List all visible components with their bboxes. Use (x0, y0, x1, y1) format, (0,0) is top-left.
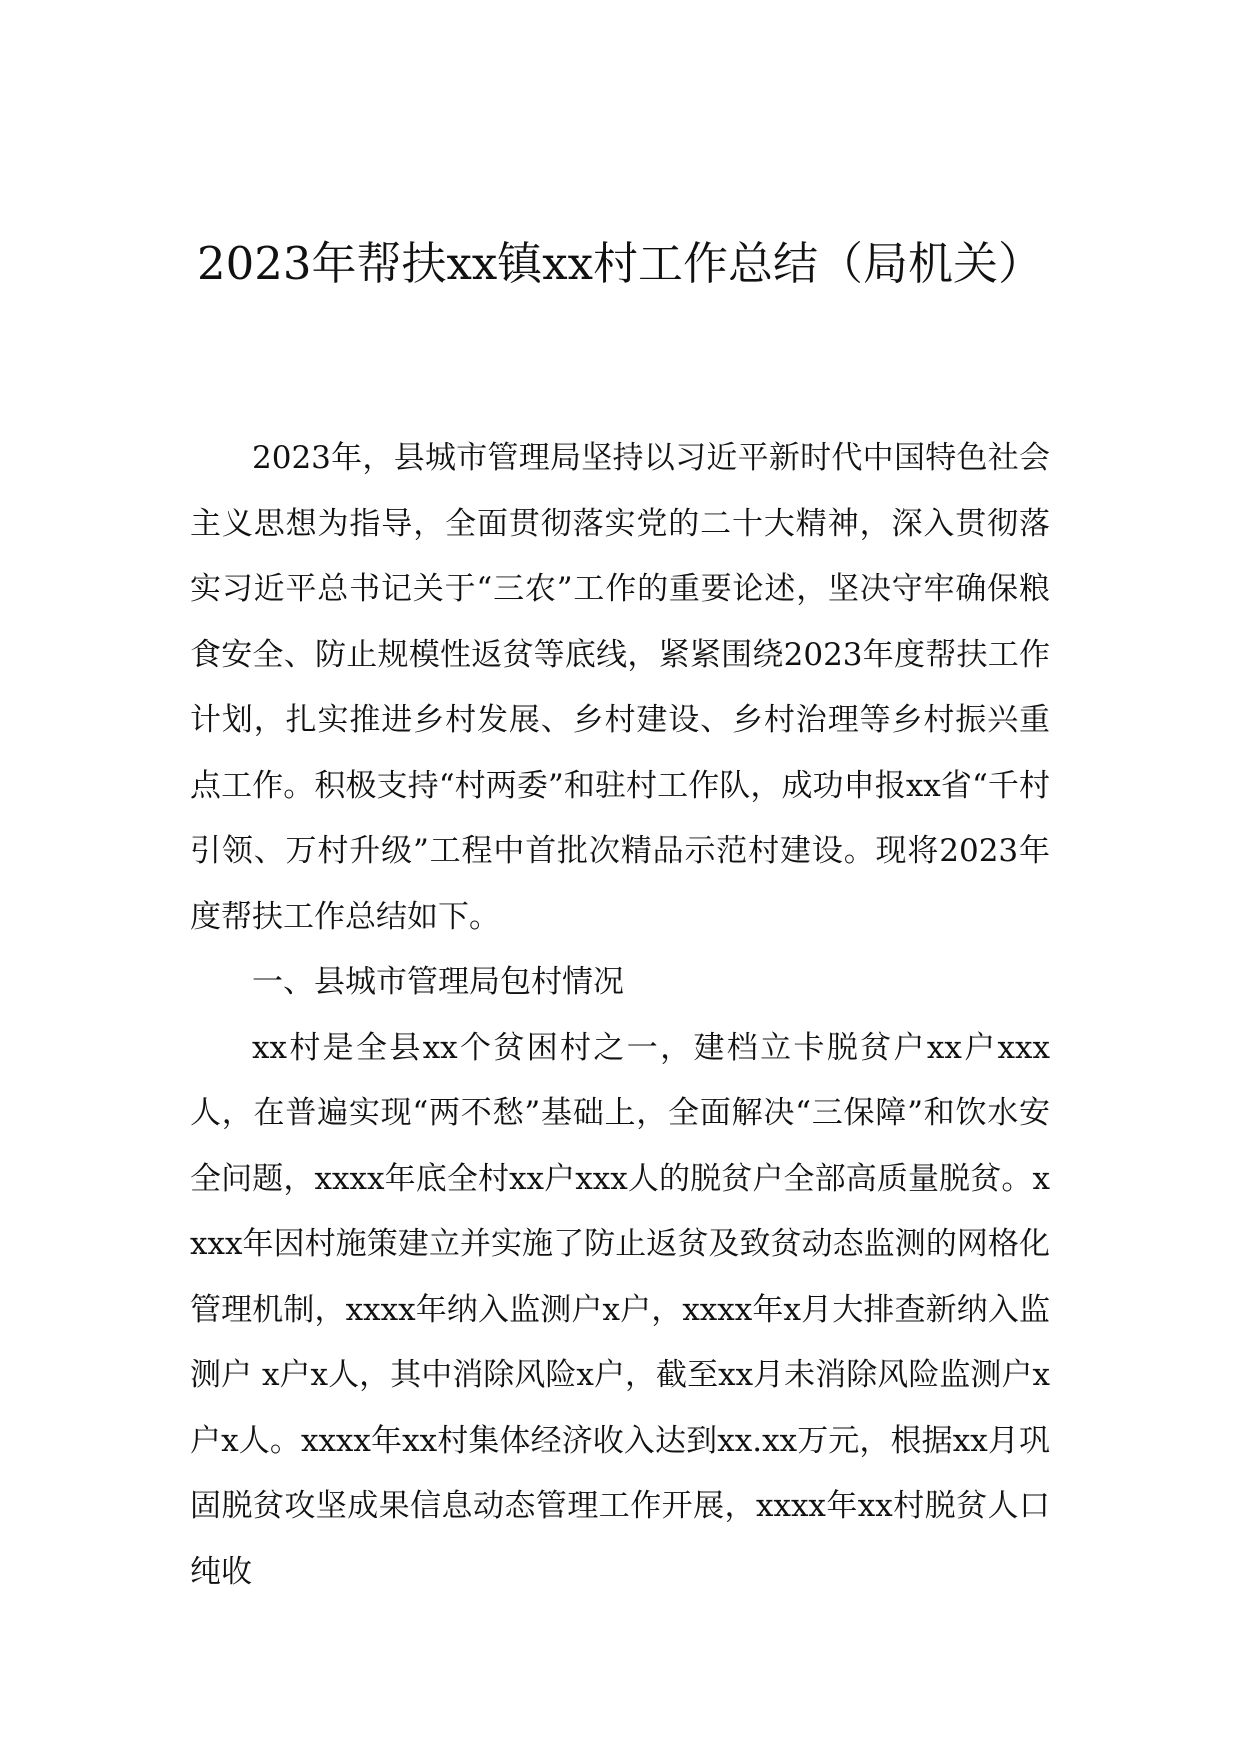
section-heading: 一、县城市管理局包村情况 (252, 964, 624, 1000)
intro-paragraph: 2023年，县城市管理局坚持以习近平新时代中国特色社会主义思想为指导，全面贯彻落实党的二十大精神，深入贯彻落实习近平总书记关于“三农”工作的重要论述，坚决守牢确保粮食安全、防止规模性返贫等底线，紧紧围绕2023年度帮扶工作计划，扎实推进乡村发展、乡村建设、乡村治理等乡村振兴重点工作。积极支持“村两委”和驻村工作队，成功申报xx省“千村引领、万村升级”工程中首批次精品示范村建设。现将2023年度帮扶工作总结如下。 (190, 440, 1050, 935)
document-title: 2023年帮扶xx镇xx村工作总结（局机关） (196, 237, 1044, 290)
section-paragraph: xx村是全县xx个贫困村之一，建档立卡脱贫户xx户xxx人，在普遍实现“两不愁”基础上，全面解决“三保障”和饮水安全问题，xxxx年底全村xx户xxx人的脱贫户全部高质量脱贫。xxxx年因村施策建立并实施了防止返贫及致贫动态监测的网格化管理机制，xxxx年纳入监测户x户，xxxx年x月大排查新纳入监测户 x户x人，其中消除风险x户，截至xx月未消除风险监测户x户x人。xxxx年xx村集体经济收入达到xx.xx万元，根据xx月巩固脱贫攻坚成果信息动态管理工作开展，xxxx年xx村脱贫人口纯收 (190, 1029, 1050, 1590)
document-body (190, 426, 1050, 1605)
